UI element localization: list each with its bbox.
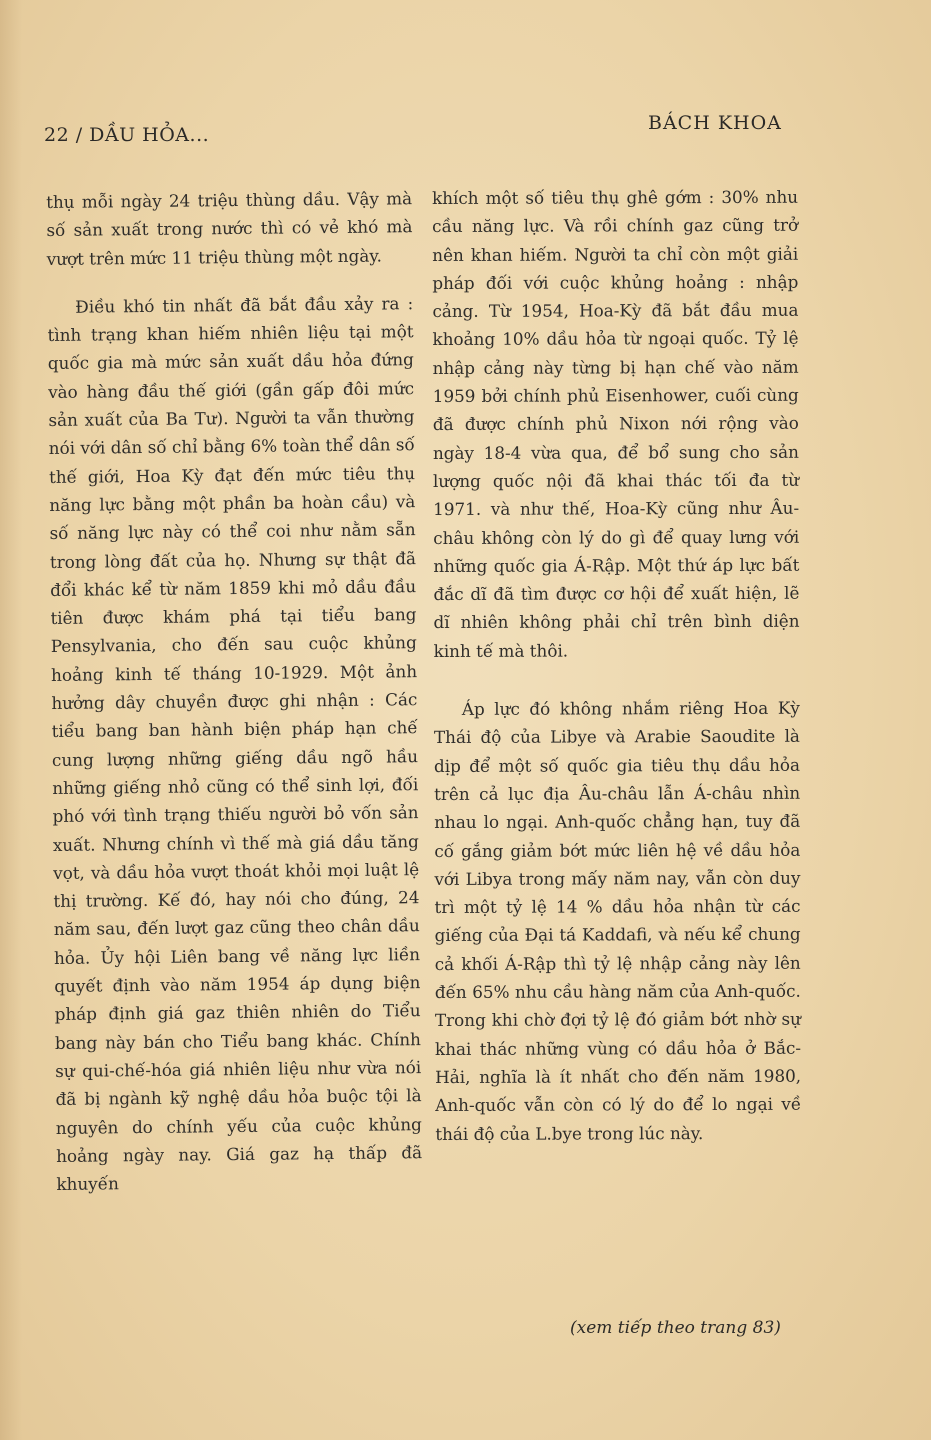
left-paragraph-2: Điều khó tin nhất đã bắt đầu xảy ra : tình trạng khan hiếm nhiên liệu tại một quốc gia mà mức sản xuất dầu hỏa đứng vào hàng đầu thế giới (gần gấp đôi mức sản xuất của Ba Tư). Người ta vẫn thường nói với dân số chỉ bằng 6% toàn thể dân số thế giới, Hoa Kỳ đạt đến mức tiêu thụ năng lực bằng một phần ba hoàn cầu) và số năng lực này có thể coi như nằm sẵn trong lòng đất của họ. Nhưng sự thật đã đổi khác kể từ năm 1859 khi mỏ dầu đầu tiên được khám phá tại tiểu bang Pensylvania, cho đến sau cuộc khủng hoảng kinh tế tháng 10-1929. Một ảnh hưởng dây chuyền được ghi nhận : Các tiểu bang ban hành biện pháp hạn chế cung lượng những giếng dầu ngõ hầu những giếng nhỏ cũng có thể sinh lợi, đối phó với tình trạng thiếu người bỏ vốn sản xuất. Nhưng chính vì thế mà giá dầu tăng vọt, và dầu hỏa vượt thoát khỏi mọi luật lệ thị trường. Kế đó, hay nói cho đúng, 24 năm sau, đến lượt gaz cũng theo chân dầu hỏa. Ủy hội Liên bang về năng lực liền quyết định vào năm 1954 áp dụng biện pháp định giá gaz thiên nhiên do Tiểu bang này bán cho Tiểu bang khác. Chính sự qui-chế-hóa giá nhiên liệu như vừa nói đã bị ngành kỹ nghệ dầu hỏa buộc tội là nguyên do chính yếu của cuộc khủng hoảng ngày nay. Giá gaz hạ thấp đã khuyến — [47, 293, 423, 1195]
right-paragraph-1: khích một số tiêu thụ ghê gớm : 30% nhu cầu năng lực. Và rồi chính gaz cũng trở nên khan hiếm. Người ta chỉ còn một giải pháp đối với cuộc khủng hoảng : nhập cảng. Từ 1954, Hoa-Kỳ đã bắt đầu mua khoảng 10% dầu hỏa từ ngoại quốc. Tỷ lệ nhập cảng này từng bị hạn chế vào năm 1959 bởi chính phủ Eisenhower, cuối cùng đã được chính phủ Nixon nới rộng vào ngày 18-4 vừa qua, để bổ sung cho sản lượng quốc nội đã khai thác tối đa từ 1971. và như thế, Hoa-Kỳ cũng như Âu-châu không còn lý do gì để quay lưng với những quốc gia Á-Rập. Một thứ áp lực bất đắc dĩ đã tìm được cơ hội để xuất hiện, lẽ dĩ nhiên không phải chỉ trên bình diện kinh tế mà thôi. — [432, 186, 800, 661]
page-header-left: 22 / DẦU HỎA... — [44, 124, 210, 146]
left-text-column — [46, 184, 423, 1198]
page-edge-shadow — [0, 0, 22, 1440]
right-paragraph-2: Áp lực đó không nhắm riêng Hoa Kỳ Thái độ của Libye và Arabie Saoudite là dịp để một số quốc gia tiêu thụ dầu hỏa trên cả lục địa Âu-châu lẫn Á-châu nhìn nhau lo ngại. Anh-quốc chẳng hạn, tuy đã cố gắng giảm bớt mức liên hệ về dầu hỏa với Libya trong mấy năm nay, vẫn còn duy trì một tỷ lệ 14 % dầu hỏa nhận từ các giếng của Đại tá Kaddafi, và nếu kể chung cả khối Á-Rập thì tỷ lệ nhập cảng này lên đến 65% nhu cầu hàng năm của Anh-quốc. Trong khi chờ đợi tỷ lệ đó giảm bớt nhờ sự khai thác những vùng có dầu hỏa ở Bắc-Hải, nghĩa là ít nhất cho đến năm 1980, Anh-quốc vẫn còn có lý do để lo ngại về thái độ của L.bye trong lúc này. — [433, 697, 802, 1144]
right-text-column — [432, 183, 801, 1148]
page-header-right: BÁCH KHOA — [648, 112, 782, 134]
continued-note: (xem tiếp theo trang 83) — [570, 1318, 781, 1338]
left-paragraph-1: thụ mỗi ngày 24 triệu thùng dầu. Vậy mà số sản xuất trong nước thì có vẻ khó mà vượt trên mức 11 triệu thùng một ngày. — [46, 188, 413, 269]
